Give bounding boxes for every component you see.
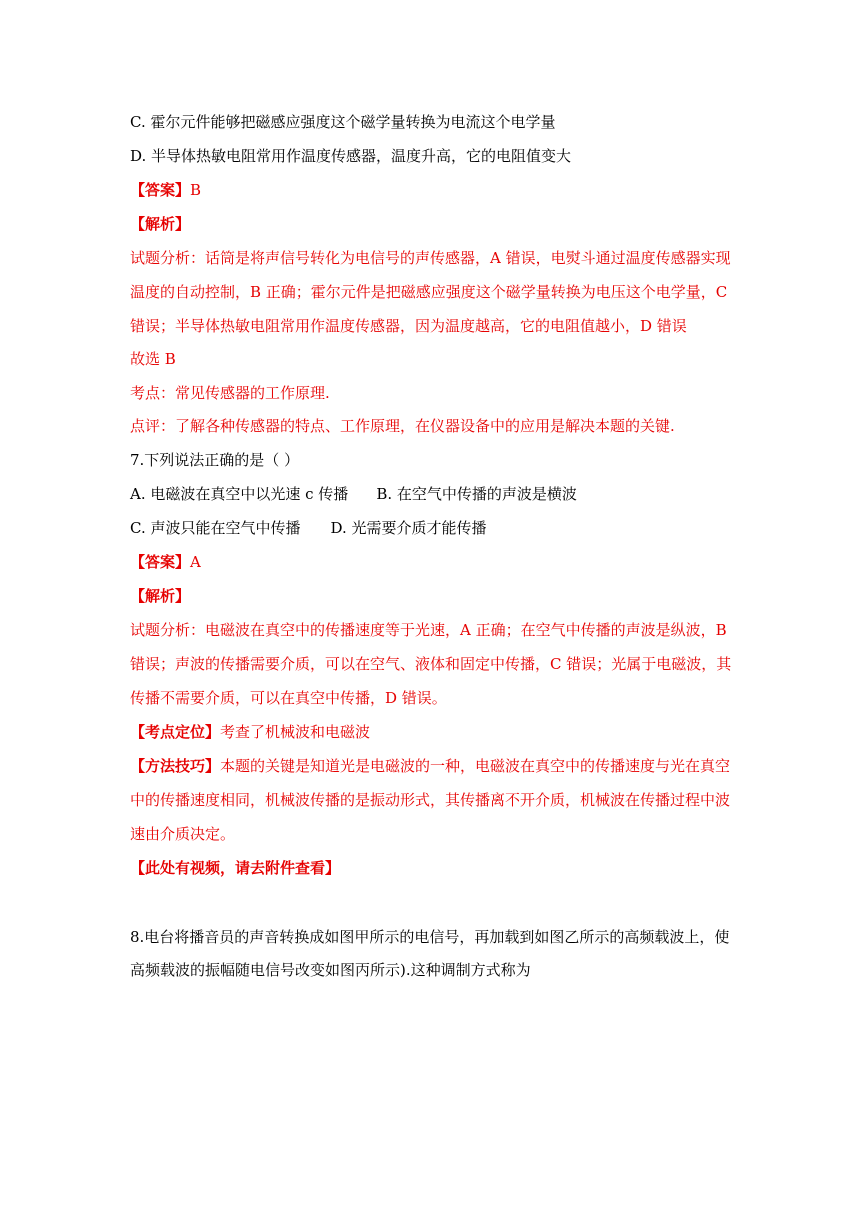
kaodian-label: 【考点定位】 (130, 723, 221, 741)
q8-stem-line: 8.电台将播音员的声音转换成如图甲所示的电信号，再加载到如图乙所示的高频载波上，使 (130, 928, 730, 946)
answer-label: 【答案】 (130, 181, 191, 199)
answer-value: A (190, 553, 201, 571)
q7-stem: 7.下列说法正确的是（ ） (130, 451, 300, 469)
q7-method (130, 756, 730, 776)
q6-analysis-line: 温度的自动控制，B 正确；霍尔元件是把磁感应强度这个磁学量转换为电压这个电学量，C (130, 283, 728, 301)
q6-choice: 故选 B (130, 350, 176, 368)
q7-option-c: C. 声波只能在空气中传播 (130, 519, 301, 537)
q6-analysis-label: 【解析】 (130, 215, 191, 233)
q7-options-ab (130, 484, 577, 504)
method-line: 本题的关键是知道光是电磁波的一种，电磁波在真空中的传播速度与光在真空 (220, 757, 731, 775)
q7-options-cd (130, 518, 487, 538)
method-label: 【方法技巧】 (130, 757, 221, 775)
kaodian-text: 考查了机械波和电磁波 (220, 723, 371, 741)
q7-analysis-line: 试题分析：电磁波在真空中的传播速度等于光速，A 正确；在空气中传播的声波是纵波，B (130, 621, 727, 639)
q7-method-line: 速由介质决定。 (130, 825, 236, 843)
q8-stem-line: 高频载波的振幅随电信号改变如图丙所示).这种调制方式称为 (130, 961, 531, 979)
q7-method-line: 中的传播速度相同，机械波传播的是振动形式，其传播离不开介质，机械波在传播过程中波 (130, 791, 731, 809)
q7-analysis-line: 错误；声波的传播需要介质，可以在空气、液体和固定中传播，C 错误；光属于电磁波，其 (130, 655, 732, 673)
q7-option-a: A. 电磁波在真空中以光速 c 传播 (130, 485, 349, 503)
q6-option-d: D. 半导体热敏电阻常用作温度传感器，温度升高，它的电阻值变大 (130, 147, 572, 165)
q7-option-b: B. 在空气中传播的声波是横波 (376, 485, 577, 503)
q7-analysis-label: 【解析】 (130, 587, 191, 605)
q7-analysis-line: 传播不需要介质，可以在真空中传播，D 错误。 (130, 689, 447, 707)
answer-value: B (190, 181, 202, 199)
q7-answer (130, 552, 201, 572)
q6-analysis-line: 错误；半导体热敏电阻常用作温度传感器，因为温度越高，它的电阻值越小，D 错误 (130, 317, 687, 335)
q7-kaodian (130, 722, 370, 742)
q7-option-d: D. 光需要介质才能传播 (330, 519, 487, 537)
q6-option-c: C. 霍尔元件能够把磁感应强度这个磁学量转换为电流这个电学量 (130, 113, 556, 131)
q7-video-note: 【此处有视频，请去附件查看】 (130, 859, 341, 877)
q6-dianping: 点评：了解各种传感器的特点、工作原理，在仪器设备中的应用是解决本题的关键. (130, 417, 675, 435)
q6-answer (130, 180, 201, 200)
q6-kaodian: 考点：常见传感器的工作原理. (130, 384, 330, 402)
answer-label: 【答案】 (130, 553, 191, 571)
q6-analysis-line: 试题分析：话筒是将声信号转化为电信号的声传感器，A 错误，电熨斗通过温度传感器实现 (130, 249, 731, 267)
